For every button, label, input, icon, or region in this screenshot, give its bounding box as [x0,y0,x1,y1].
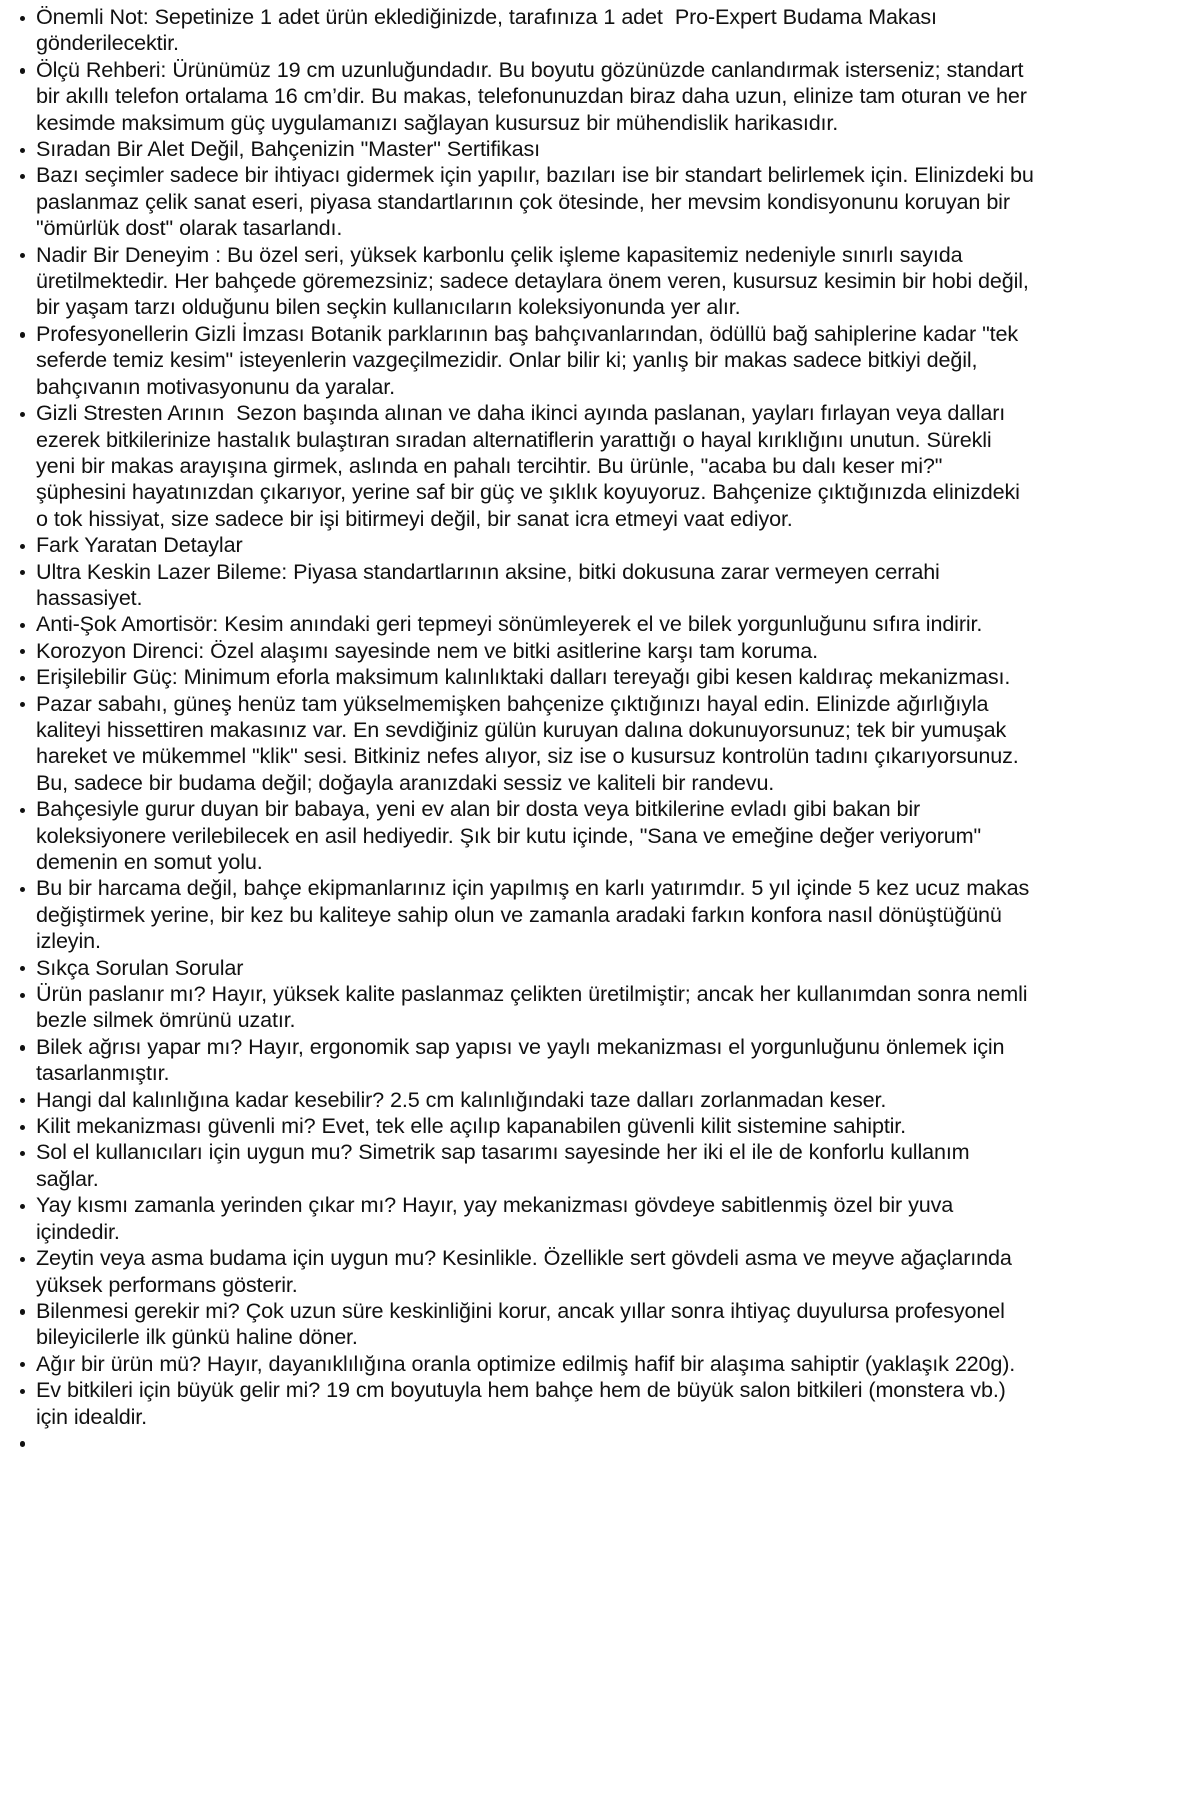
list-item-text: Zeytin veya asma budama için uygun mu? Kesinlikle. Özellikle sert gövdeli asma ve meyve ağaçlarında yüksek performans gösterir. [36,1245,1018,1297]
list-item-text: Ultra Keskin Lazer Bileme: Piyasa standartlarının aksine, bitki dokusuna zarar vermeyen cerrahi hassasiyet. [36,558,946,610]
list-item [0,1139,1035,1192]
list-item-text: Bilenmesi gerekir mi? Çok uzun süre keskinliğini korur, ancak yıllar sonra ihtiyaç duyulursa profesyonel bileyicilerle ilk günkü haline döner. [36,1297,1011,1350]
list-item-text: Bu bir harcama değil, bahçe ekipmanlarınız için yapılmış en karlı yatırımdır. 5 yıl içinde 5 kez ucuz makas değiştirmek yerine, bir kez bu kaliteye sahip olun ve zamanla aradaki farkın konfora nasıl dönüştüğünü izleyin. [36,875,1036,954]
list-item-text: Sol el kullanıcıları için uygun mu? Simetrik sap tasarımı sayesinde her iki el ile de konforlu kullanım sağlar. [36,1139,976,1191]
list-item-text: Ağır bir ürün mü? Hayır, dayanıklılığına oranla optimize edilmiş hafif bir alaşıma sahiptir (yaklaşık 220g). [36,1350,1016,1376]
list-item-text: Sıkça Sorulan Sorular [36,954,244,980]
list-item [0,400,1035,532]
list-item [0,532,1035,558]
list-item [0,162,1040,241]
list-item-text: Korozyon Direnci: Özel alaşımı sayesinde nem ve bitki asitlerine karşı tam koruma. [36,637,818,663]
list-item [0,321,1035,400]
list-item [0,1034,1035,1087]
list-item-text: Bilek ağrısı yapar mı? Hayır, ergonomik sap yapısı ve yaylı mekanizması el yorgunluğunu önlemek için tasarlanmıştır. [36,1033,1011,1086]
list-item [0,1298,1035,1351]
list-item [0,955,1035,981]
list-item-text: Hangi dal kalınlığına kadar kesebilir? 2.5 cm kalınlığındaki taze dalları zorlanmadan keser. [36,1086,887,1112]
list-item-text: Nadir Bir Deneyim : Bu özel seri, yüksek karbonlu çelik işleme kapasitemiz nedeniyle sınırlı sayıda üretilmektedir. Her bahçede göremezsiniz; sadece detaylara önem veren, kusursuz kesimin bir hobi değil, bir yaşam tarzı olduğunu bilen seçkin kullanıcıların koleksiyonunda yer alır. [36,241,1035,320]
feature-bullet-list [0,4,1040,1456]
list-item-text: Erişilebilir Güç: Minimum eforla maksimum kalınlıktaki dalları tereyağı gibi kesen kaldıraç mekanizması. [36,664,1011,690]
list-item [0,57,1035,136]
list-item [0,1377,1035,1430]
list-item-text: Anti-Şok Amortisör: Kesim anındaki geri tepmeyi sönümleyerek el ve bilek yorgunluğunu sıfıra indirir. [36,611,983,637]
list-item [0,981,1035,1034]
list-item [0,559,1035,612]
list-item [0,4,1035,57]
list-item [0,796,1035,875]
list-item-text: Ürün paslanır mı? Hayır, yüksek kalite paslanmaz çelikten üretilmiştir; ancak her kullanımdan sonra nemli bezle silmek ömrünü uzatır. [36,981,1034,1033]
list-item [0,611,1035,637]
list-item [0,242,1035,321]
list-item-text: Bazı seçimler sadece bir ihtiyacı gidermek için yapılır, bazıları ise bir standart belirlemek için. Elinizdeki bu paslanmaz çelik sanat eseri, piyasa standartlarının çok ötesinde, her mevsim kondisyonunu koruyan bir "ömürlük dost" olarak tasarlandı. [36,162,1040,241]
list-item-text: Profesyonellerin Gizli İmzası Botanik parklarının baş bahçıvanlarından, ödüllü bağ sahiplerine kadar "tek seferde temiz kesim" isteyenlerin vazgeçilmezidir. Onlar bilir ki; yanlış bir makas sadece bitkiyi değil, bahçıvanın motivasyonunu da yaralar. [36,320,1025,399]
list-item-text: Kilit mekanizması güvenli mi? Evet, tek elle açılıp kapanabilen güvenli kilit sistemine sahiptir. [36,1113,907,1139]
list-item [0,1245,1035,1298]
list-item [0,136,1035,162]
list-item [0,1351,1035,1377]
list-item [0,1113,1035,1139]
list-item-text: Yay kısmı zamanla yerinden çıkar mı? Hayır, yay mekanizması gövdeye sabitlenmiş özel bir yuva içindedir. [36,1192,960,1244]
list-item-text: Önemli Not: Sepetinize 1 adet ürün eklediğinizde, tarafınıza 1 adet Pro-Expert Budama Makası gönderilecektir. [36,4,943,56]
list-item [0,638,1035,664]
list-item [0,691,1035,797]
list-item-text: Bahçesiyle gurur duyan bir babaya, yeni ev alan bir dosta veya bitkilerine evladı gibi bakan bir koleksiyonere verilebilecek en asil hediyedir. Şık bir kutu içinde, "Sana ve emeğine değer veriyorum" demenin en somut yolu. [36,796,988,874]
list-item-text: Pazar sabahı, güneş henüz tam yükselmemişken bahçenize çıktığınızı hayal edin. Elinizde ağırlığıyla kaliteyi hissettiren makasınız var. En sevdiğiniz gülün kuruyan dalına dokunuyorsunuz; tek bir yumuşak hareket ve mükemmel "klik" sesi. Bitkiniz nefes alıyor, siz ise o kusursuz kontrolün tadını çıkarıyorsunuz. Bu, sadece bir budama değil; doğayla aranızdaki sessiz ve kaliteli bir randevu. [36,690,1025,795]
list-item [0,1430,1035,1456]
list-item-text: Ev bitkileri için büyük gelir mi? 19 cm boyutuyla hem bahçe hem de büyük salon bitkileri (monstera vb.) için idealdir. [36,1377,1012,1429]
list-item [0,1192,1035,1245]
list-item-text: Fark Yaratan Detaylar [36,532,243,558]
list-item [0,875,1035,954]
list-item [0,664,1035,690]
list-item [0,1087,1035,1113]
list-item-text: Gizli Stresten Arının Sezon başında alınan ve daha ikinci ayında paslanan, yayları fırlayan veya dalları ezerek bitkilerinize hastalık bulaştıran sıradan alternatiflerin yarattığı o hayal kırıklığını unutun. Sürekli yeni bir makas arayışına girmek, aslında en pahalı tercihtir. Bu ürünle, "acaba bu dalı keser mi?" şüphesini hayatınızdan çıkarıyor, yerine saf bir güç ve şıklık koyuyoruz. Bahçenize çıktığınızda elinizdeki o tok hissiyat, size sadece bir işi bitirmeyi değil, bir sanat icra etmeyi vaat ediyor. [36,400,1026,531]
list-item-text: Ölçü Rehberi: Ürünümüz 19 cm uzunluğundadır. Bu boyutu gözünüzde canlandırmak isterseniz; standart bir akıllı telefon ortalama 16 cm’dir. Bu makas, telefonunuzdan biraz daha uzun, elinize tam oturan ve her kesimde maksimum güç uygulamanızı sağlayan kusursuz bir mühendislik harikasıdır. [36,56,1033,135]
list-item-text: Sıradan Bir Alet Değil, Bahçenizin "Master" Sertifikası [36,136,540,162]
